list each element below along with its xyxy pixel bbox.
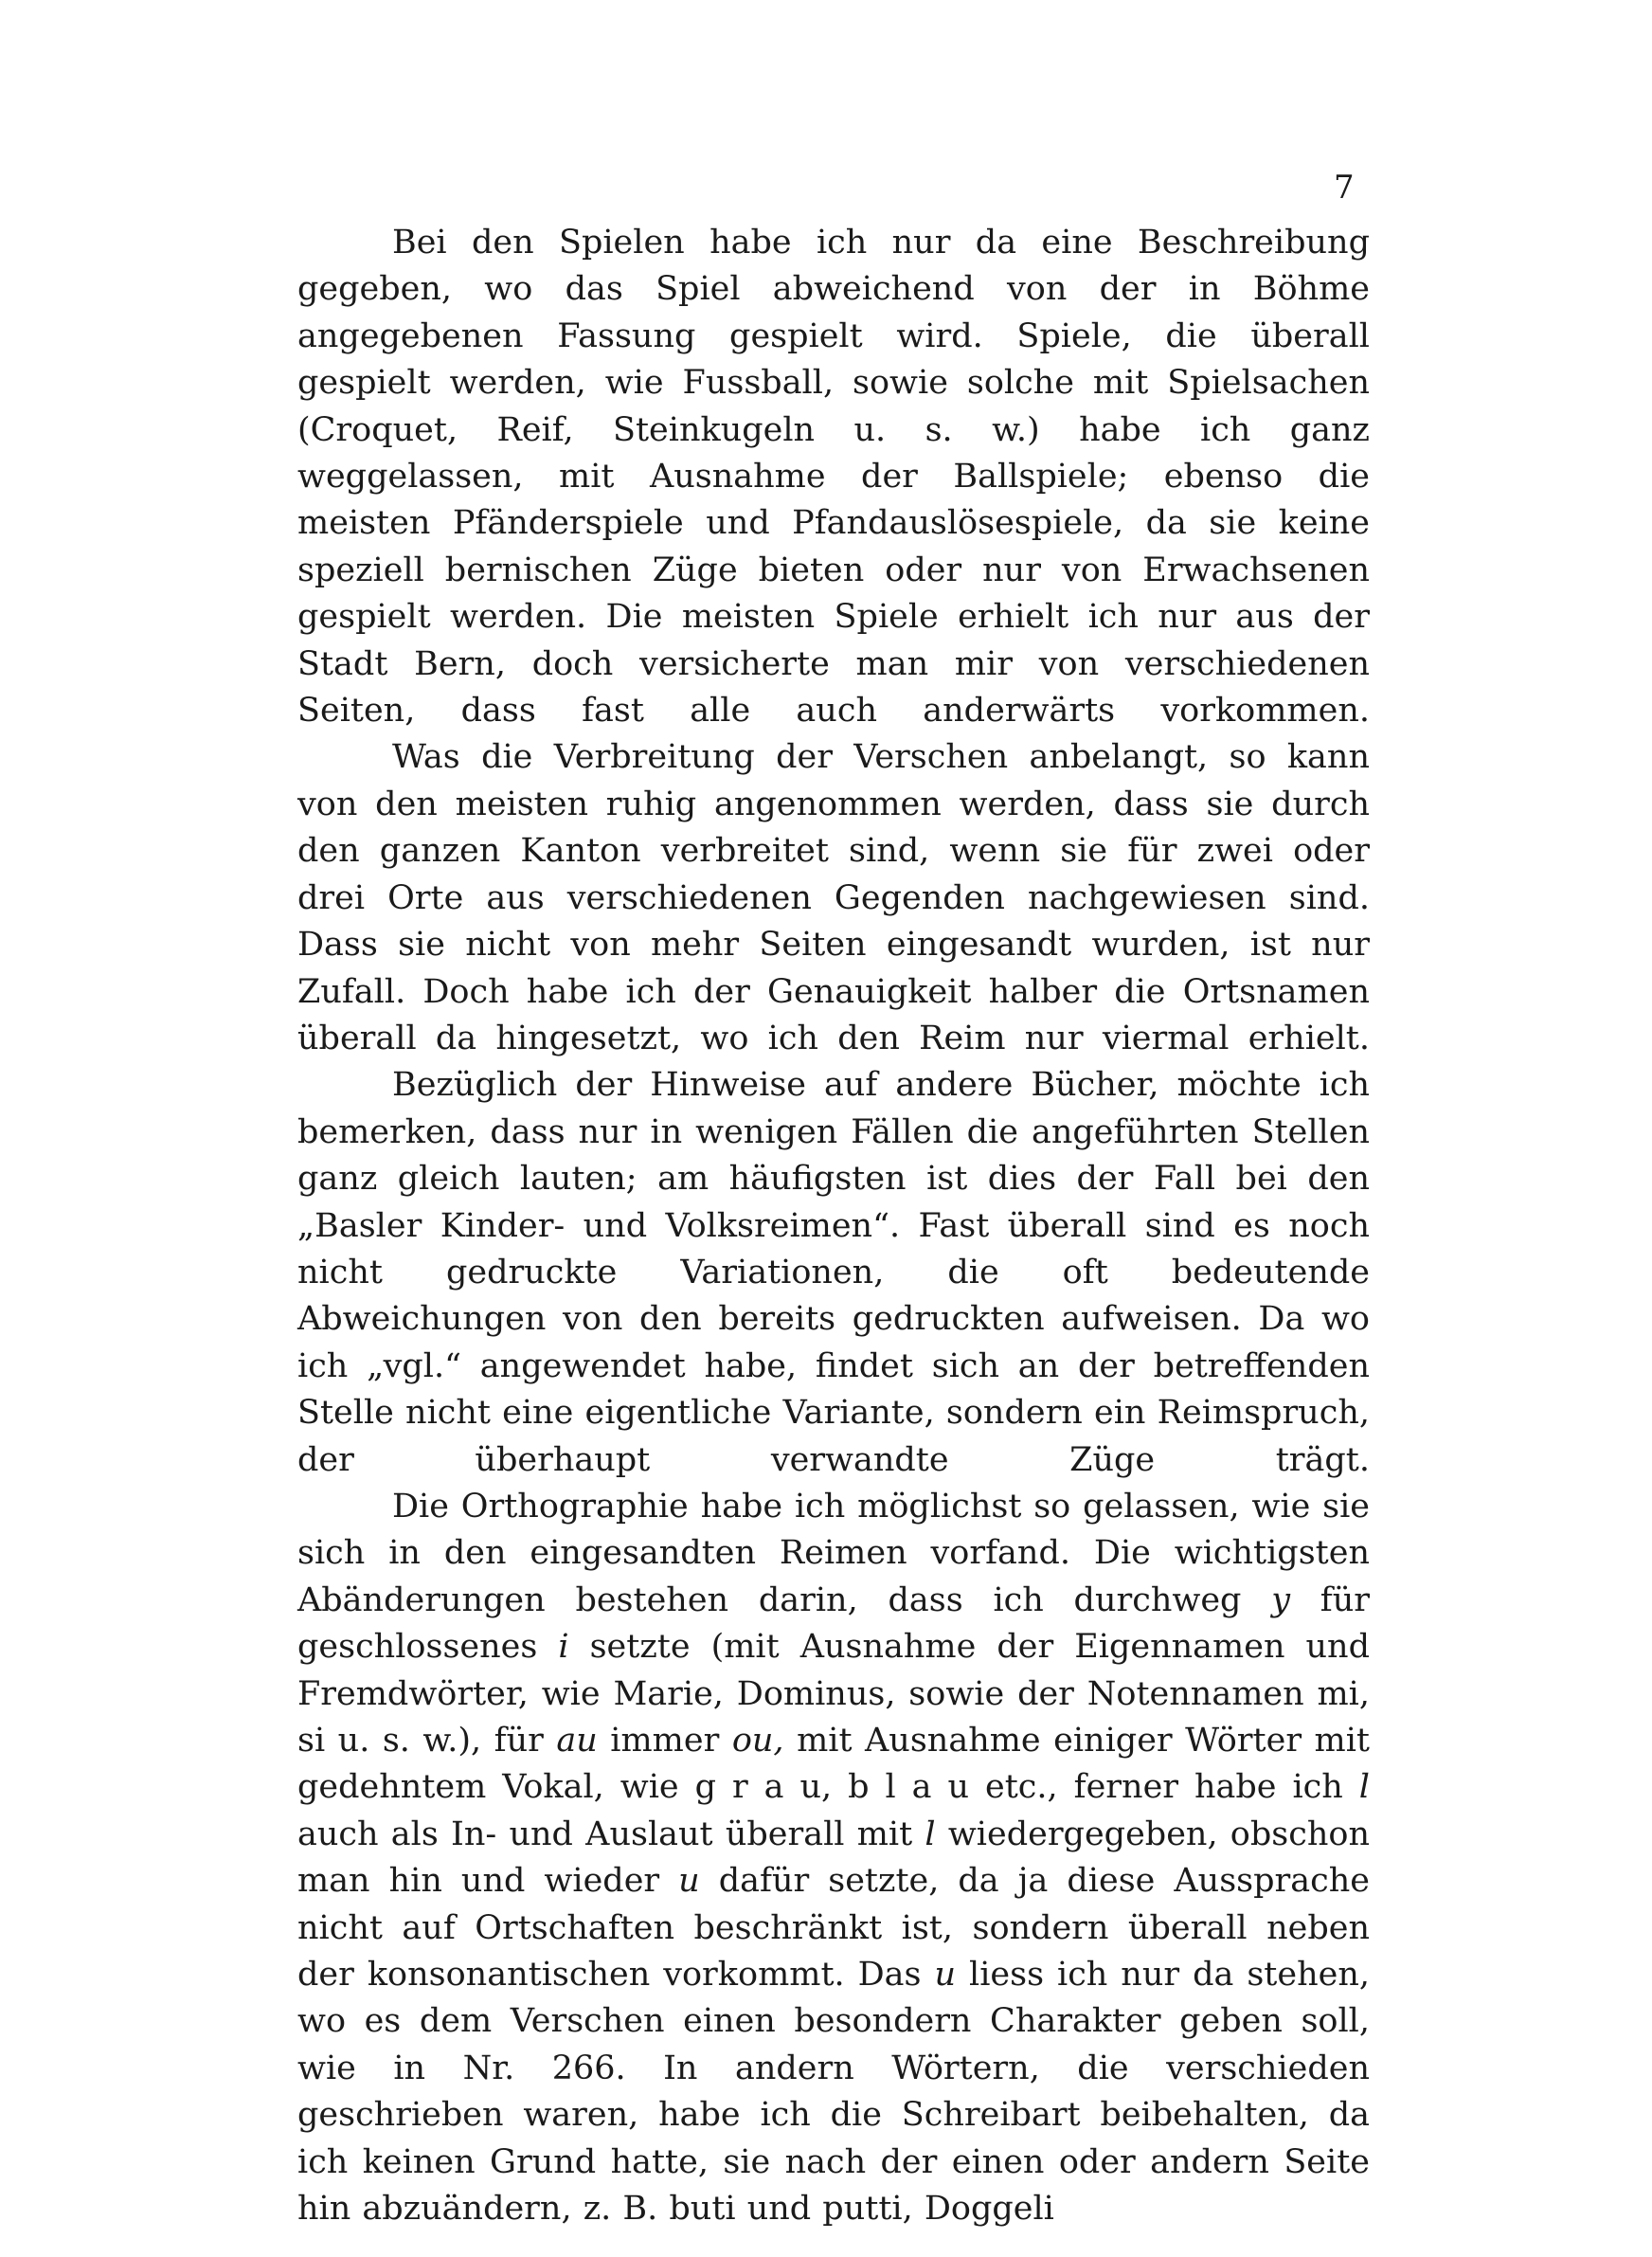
orthography-text: Die Orthographie habe ich möglichst so gelassen, wie sie sich in den eingesandten Reimen vorfand. Die wichtigsten Abänderungen bestehen darin, dass ich durchweg [297,1487,1370,1619]
italic-term: au [556,1722,598,1760]
orthography-text: für geschlossenes [297,1580,1370,1667]
paragraph-distribution: Was die Verbreitung der Verschen anbelangt, so kann von den meisten ruhig angenommen werden, dass sie durch den ganzen Kanton verbreitet sind, wenn sie für zwei oder drei Orte aus verschiedenen Gegenden nachgewiesen sind. Dass sie nicht von mehr Seiten eingesandt wurden, ist nur Zufall. Doch habe ich der Genauigkeit halber die Ortsnamen überall da hingesetzt, wo ich den Reim nur viermal erhielt. [297,738,1370,1057]
orthography-text: dafür setzte, da ja diese Aussprache nicht auf Ortschaften beschränkt ist, sondern überall neben der konsonantischen vorkommt. Das [297,1862,1370,1995]
orthography-text: immer [597,1722,732,1760]
paragraph-games: Bei den Spielen habe ich nur da eine Beschreibung gegeben, wo das Spiel abweichend von der in Böhme angegebenen Fassung gespielt wird. Spiele, die überall gespielt werden, wie Fussball, sowie solche mit Spielsachen (Croquet, Reif, Steinkugeln u. s. w.) habe ich ganz weggelassen, mit Ausnahme der Ballspiele; ebenso die meisten Pfänderspiele und Pfandauslösespiele, da sie keine speziell bernischen Züge bieten oder nur von Erwachsenen gespielt werden. Die meisten Spiele erhielt ich nur aus der Stadt Bern, doch versicherte man mir von verschiedenen Seiten, dass fast alle auch anderwärts vorkommen. [297,224,1370,731]
orthography-text: liess ich nur da stehen, wo es dem Verschen einen besondern Charakter geben soll, wie in Nr. 266. In andern Wörtern, die verschieden geschrieben waren, habe ich die Schreibart beibehalten, da ich keinen Grund hatte, sie nach der einen oder andern Seite hin abzuändern, z. B. buti und putti, Doggeli [297,1956,1371,2229]
body-text [297,220,1370,2232]
paragraph-orthography [297,1484,1370,2233]
orthography-text: mit Ausnahme einiger Wörter mit gedehntem Vokal, wie g r a u, b l a u etc., ferner habe ich [297,1722,1370,1807]
paragraph-references: Bezüglich der Hinweise auf andere Bücher, möchte ich bemerken, dass nur in wenigen Fällen die angeführten Stellen ganz gleich lauten; am häufigsten ist dies der Fall bei den „Basler Kinder- und Volksreimen“. Fast überall sind es noch nicht gedruckte Variationen, die oft bedeutende Abweichungen von den bereits gedruckten aufweisen. Da wo ich „vgl.“ angewendet habe, findet sich an der betreffenden Stelle nicht eine eigentliche Variante, sondern ein Reimspruch, der überhaupt verwandte Züge trägt. [297,1066,1370,1479]
italic-term: u [934,1956,957,1995]
italic-term: i [558,1628,569,1667]
italic-term: u [678,1862,700,1901]
orthography-text: setzte (mit Ausnahme der Eigennamen und Fremdwörter, wie Marie, Dominus, sowie der Notennamen mi, si u. s. w.), für [297,1628,1370,1760]
italic-term: l [1358,1768,1370,1807]
italic-term: y [1271,1580,1290,1619]
italic-term: ou, [731,1722,784,1760]
orthography-text: wiedergegeben, obschon man hin und wieder [297,1815,1370,1901]
italic-term: l [925,1815,936,1853]
page-number: 7 [1334,169,1355,207]
orthography-text: auch als In- und Auslaut überall mit [297,1815,925,1853]
